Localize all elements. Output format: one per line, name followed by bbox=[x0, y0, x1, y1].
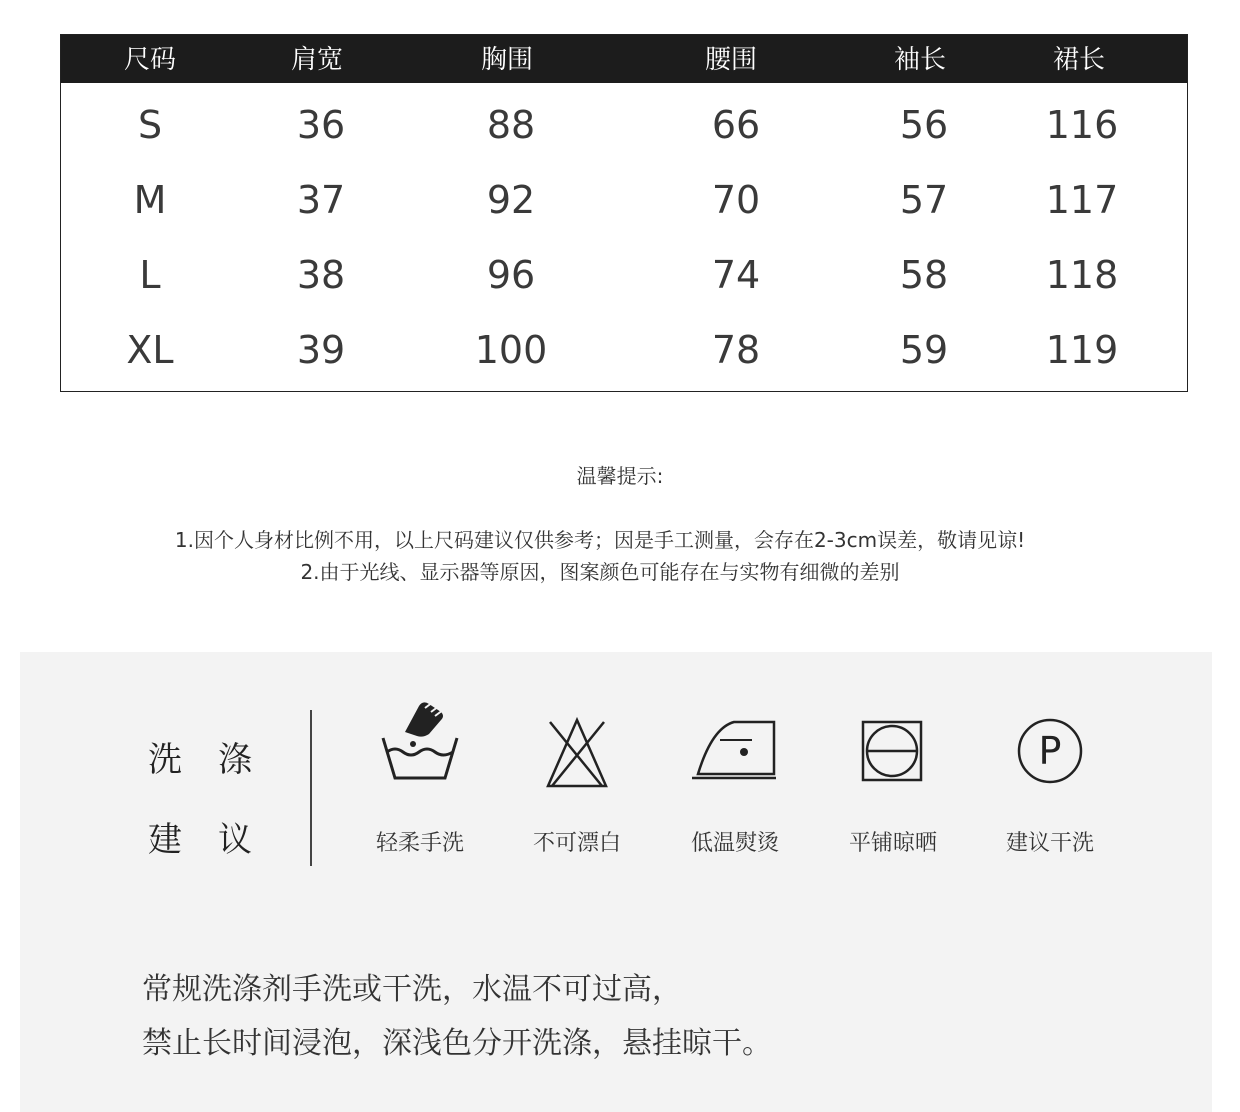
cell-size: M bbox=[133, 178, 167, 222]
care-item-no-bleach bbox=[502, 698, 652, 856]
cell-size: S bbox=[137, 103, 163, 147]
cell-sleeve: 59 bbox=[899, 328, 949, 372]
cell-bust: 88 bbox=[486, 103, 536, 147]
cell-sleeve: 57 bbox=[899, 178, 949, 222]
cell-sleeve: 58 bbox=[899, 253, 949, 297]
care-label-line-1: 洗涤 bbox=[148, 740, 288, 780]
tips-title: 温馨提示: bbox=[576, 464, 664, 488]
header-shoulder: 肩宽 bbox=[290, 45, 344, 75]
care-item-label: 轻柔手洗 bbox=[375, 831, 464, 856]
cell-size: XL bbox=[126, 328, 174, 372]
care-note-line-2: 禁止长时间浸泡，深浅色分开洗涤，悬挂晾干。 bbox=[142, 1026, 772, 1061]
cell-waist: 78 bbox=[711, 328, 761, 372]
cell-bust: 96 bbox=[486, 253, 536, 297]
cell-waist: 66 bbox=[711, 103, 761, 147]
cell-size: L bbox=[139, 253, 161, 297]
header-skirt: 裙长 bbox=[1052, 45, 1106, 75]
cell-skirt: 117 bbox=[1045, 178, 1119, 222]
size-table bbox=[60, 34, 1188, 392]
svg-text:P: P bbox=[1038, 729, 1062, 773]
header-waist: 腰围 bbox=[704, 45, 758, 75]
care-panel bbox=[20, 652, 1212, 1112]
cell-shoulder: 39 bbox=[296, 328, 346, 372]
header-size: 尺码 bbox=[123, 45, 177, 75]
dry-clean-icon bbox=[1005, 698, 1095, 788]
care-item-label: 低温熨烫 bbox=[690, 831, 779, 856]
cell-bust: 92 bbox=[486, 178, 536, 222]
care-divider bbox=[310, 710, 312, 866]
cell-waist: 74 bbox=[711, 253, 761, 297]
care-item-dry-clean bbox=[975, 698, 1125, 856]
header-sleeve: 袖长 bbox=[893, 45, 947, 75]
cell-shoulder: 38 bbox=[296, 253, 346, 297]
cell-shoulder: 36 bbox=[296, 103, 346, 147]
care-item-label: 建议干洗 bbox=[1005, 831, 1094, 856]
no-bleach-icon bbox=[532, 698, 622, 788]
cell-shoulder: 37 bbox=[296, 178, 346, 222]
cell-skirt: 116 bbox=[1045, 103, 1119, 147]
cell-bust: 100 bbox=[474, 328, 548, 372]
table-header bbox=[61, 35, 1187, 83]
dry-flat-icon bbox=[848, 698, 938, 788]
cell-skirt: 118 bbox=[1045, 253, 1119, 297]
table-row bbox=[61, 88, 1187, 163]
tip-line-2: 2.由于光线、显示器等原因，图案颜色可能存在与实物有细微的差别 bbox=[300, 560, 900, 584]
hand-wash-icon bbox=[375, 698, 465, 788]
care-item-hand-wash bbox=[345, 698, 495, 856]
care-note-line-1: 常规洗涤剂手洗或干洗，水温不可过高， bbox=[142, 972, 682, 1007]
care-item-dry-flat bbox=[818, 698, 968, 856]
cell-sleeve: 56 bbox=[899, 103, 949, 147]
header-bust: 胸围 bbox=[480, 45, 534, 75]
care-item-label: 不可漂白 bbox=[532, 831, 621, 856]
low-iron-icon bbox=[690, 698, 780, 788]
care-item-low-iron bbox=[660, 698, 810, 856]
table-row bbox=[61, 238, 1187, 313]
care-label-line-2: 建议 bbox=[148, 820, 288, 860]
table-row bbox=[61, 313, 1187, 388]
cell-waist: 70 bbox=[711, 178, 761, 222]
cell-skirt: 119 bbox=[1045, 328, 1119, 372]
table-row bbox=[61, 163, 1187, 238]
care-item-label: 平铺晾晒 bbox=[848, 831, 937, 856]
tip-line-1: 1.因个人身材比例不用，以上尺码建议仅供参考；因是手工测量，会存在2-3cm误差，敬请见谅! bbox=[174, 528, 1026, 552]
